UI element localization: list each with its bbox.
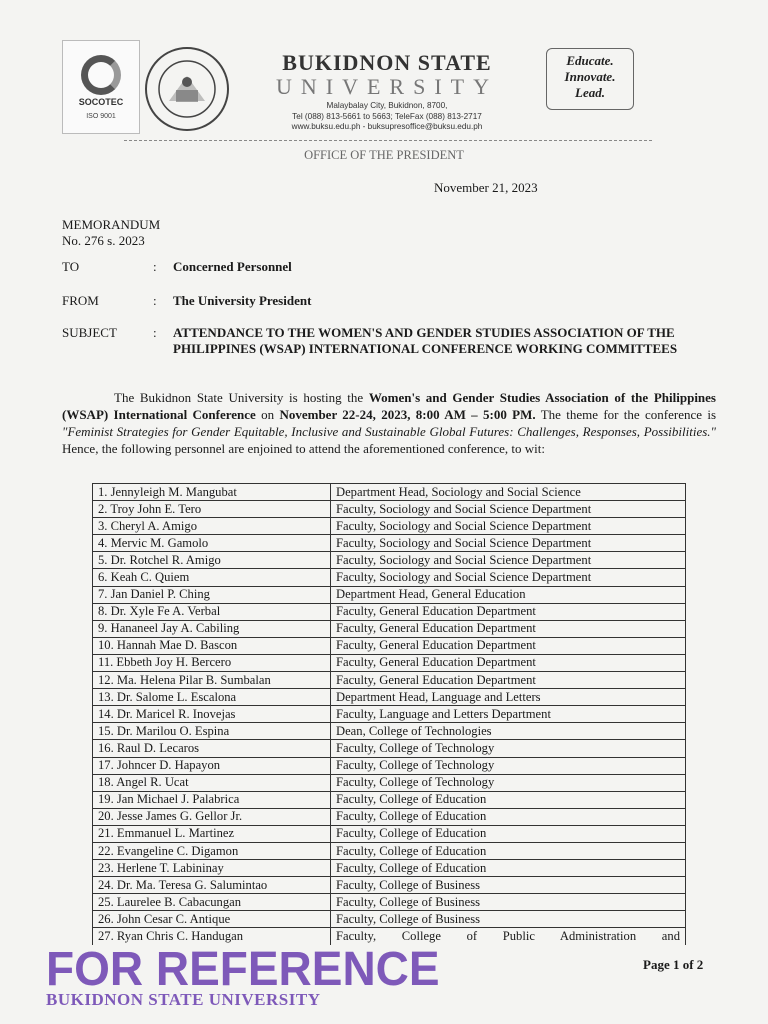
personnel-position: Faculty, College of Education — [331, 808, 686, 825]
personnel-name: 19. Jan Michael J. Palabrica — [93, 791, 331, 808]
personnel-position: Faculty, Sociology and Social Science Department — [331, 569, 686, 586]
subject-colon: : — [153, 325, 157, 340]
web-email: www.buksu.edu.ph - buksupresoffice@buksu.edu.ph — [291, 122, 483, 131]
motto-line: Lead. — [575, 85, 605, 100]
table-row — [93, 535, 686, 552]
table-row — [93, 586, 686, 603]
table-row — [93, 894, 686, 911]
personnel-position: Faculty, General Education Department — [331, 637, 686, 654]
body-paragraph — [62, 389, 716, 457]
university-name — [262, 50, 512, 98]
personnel-position: Faculty, College of Technology — [331, 757, 686, 774]
memo-heading — [62, 217, 160, 249]
personnel-name: 3. Cheryl A. Amigo — [93, 518, 331, 535]
personnel-position: Faculty, College of Education — [331, 791, 686, 808]
from-label: FROM — [62, 293, 99, 308]
university-name-line1: BUKIDNON STATE — [282, 50, 492, 75]
socotec-brand: SOCOTEC — [78, 97, 124, 107]
personnel-name: 23. Herlene T. Labininay — [93, 860, 331, 877]
personnel-position: Faculty, General Education Department — [331, 654, 686, 671]
personnel-position: Department Head, Sociology and Social Science — [331, 484, 686, 501]
personnel-name: 26. John Cesar C. Antique — [93, 911, 331, 928]
personnel-name: 15. Dr. Marilou O. Espina — [93, 723, 331, 740]
personnel-position: Faculty, Sociology and Social Science Department — [331, 501, 686, 518]
body-text: The Bukidnon State University is hosting the — [114, 390, 369, 405]
personnel-position: Faculty, Sociology and Social Science Department — [331, 552, 686, 569]
personnel-name: 8. Dr. Xyle Fe A. Verbal — [93, 603, 331, 620]
personnel-name: 2. Troy John E. Tero — [93, 501, 331, 518]
table-row — [93, 723, 686, 740]
university-contact — [256, 101, 518, 133]
personnel-name: 25. Laurelee B. Cabacungan — [93, 894, 331, 911]
body-theme: "Feminist Strategies for Gender Equitable, Inclusive and Sustainable Global Futures: Challenges, Responses, Possibilities." — [62, 424, 716, 439]
memo-number: No. 276 s. 2023 — [62, 233, 145, 248]
address: Malaybalay City, Bukidnon, 8700, — [326, 101, 448, 110]
personnel-name: 13. Dr. Salome L. Escalona — [93, 689, 331, 706]
university-seal-icon — [144, 46, 230, 132]
table-row — [93, 484, 686, 501]
subject-label: SUBJECT — [62, 325, 117, 340]
table-row — [93, 620, 686, 637]
from-value: The University President — [173, 293, 312, 308]
phone: Tel (088) 813-5661 to 5663; TeleFax (088) 813-2717 — [292, 111, 482, 121]
socotec-certification-logo — [62, 40, 140, 134]
personnel-position: Faculty, College of Education — [331, 860, 686, 877]
personnel-name: 27. Ryan Chris C. Handugan — [93, 928, 331, 945]
header-divider — [124, 140, 652, 141]
subject-value: ATTENDANCE TO THE WOMEN'S AND GENDER STUDIES ASSOCIATION OF THE PHILIPPINES (WSAP) INTERNATIONAL CONFERENCE WORKING COMMITTEES — [173, 325, 678, 356]
personnel-position: Faculty, General Education Department — [331, 603, 686, 620]
personnel-position: Faculty, College of Technology — [331, 740, 686, 757]
personnel-name: 4. Mervic M. Gamolo — [93, 535, 331, 552]
table-row — [93, 603, 686, 620]
personnel-name: 10. Hannah Mae D. Bascon — [93, 637, 331, 654]
table-row — [93, 791, 686, 808]
table-row — [93, 518, 686, 535]
table-row — [93, 808, 686, 825]
personnel-position: Faculty, Sociology and Social Science Department — [331, 518, 686, 535]
body-text: The theme for the conference is — [535, 407, 716, 422]
table-row — [93, 654, 686, 671]
body-conference-name: Women's and Gender Studies Association of the Philippines (WSAP) International Conference — [62, 390, 716, 422]
personnel-position: Faculty, College of Technology — [331, 774, 686, 791]
table-row — [93, 706, 686, 723]
personnel-position: Faculty, Sociology and Social Science Department — [331, 535, 686, 552]
body-conference-date: November 22-24, 2023, 8:00 AM – 5:00 PM. — [279, 407, 536, 422]
table-row — [93, 877, 686, 894]
table-row — [93, 757, 686, 774]
table-row — [93, 911, 686, 928]
body-text: on — [255, 407, 280, 422]
for-reference-stamp — [46, 940, 440, 1010]
table-row — [93, 672, 686, 689]
table-row — [93, 689, 686, 706]
motto-box — [546, 48, 634, 110]
personnel-table-body — [93, 484, 686, 946]
table-row — [93, 860, 686, 877]
personnel-position: Faculty, College of Public Administration and — [331, 928, 686, 945]
table-row — [93, 637, 686, 654]
personnel-position: Faculty, College of Business — [331, 894, 686, 911]
table-row — [93, 740, 686, 757]
personnel-position: Faculty, College of Business — [331, 877, 686, 894]
personnel-name: 20. Jesse James G. Gellor Jr. — [93, 808, 331, 825]
personnel-name: 7. Jan Daniel P. Ching — [93, 586, 331, 603]
table-row — [93, 774, 686, 791]
university-name-line2: UNIVERSITY — [276, 74, 498, 99]
body-text: Hence, the following personnel are enjoined to attend the aforementioned conference, to wit: — [62, 441, 545, 456]
personnel-position: Department Head, General Education — [331, 586, 686, 603]
personnel-position: Faculty, General Education Department — [331, 620, 686, 637]
personnel-name: 5. Dr. Rotchel R. Amigo — [93, 552, 331, 569]
table-row — [93, 501, 686, 518]
personnel-name: 11. Ebbeth Joy H. Bercero — [93, 654, 331, 671]
personnel-name: 9. Hananeel Jay A. Cabiling — [93, 620, 331, 637]
table-row — [93, 825, 686, 842]
motto-line: Educate. — [566, 53, 614, 68]
personnel-position: Dean, College of Technologies — [331, 723, 686, 740]
personnel-name: 16. Raul D. Lecaros — [93, 740, 331, 757]
iso-label: ISO 9001 — [86, 113, 116, 120]
personnel-name: 6. Keah C. Quiem — [93, 569, 331, 586]
personnel-name: 14. Dr. Maricel R. Inovejas — [93, 706, 331, 723]
to-value: Concerned Personnel — [173, 259, 292, 274]
personnel-name: 12. Ma. Helena Pilar B. Sumbalan — [93, 672, 331, 689]
socotec-ring-icon — [81, 55, 121, 95]
personnel-name: 17. Johncer D. Hapayon — [93, 757, 331, 774]
personnel-name: 22. Evangeline C. Digamon — [93, 842, 331, 859]
motto-line: Innovate. — [564, 69, 616, 84]
from-colon: : — [153, 293, 157, 308]
memo-date: November 21, 2023 — [434, 180, 538, 195]
personnel-position: Faculty, Language and Letters Department — [331, 706, 686, 723]
personnel-name: 1. Jennyleigh M. Mangubat — [93, 484, 331, 501]
stamp-sub-text: BUKIDNON STATE UNIVERSITY — [46, 990, 321, 1009]
table-row — [93, 552, 686, 569]
page-number: Page 1 of 2 — [643, 957, 704, 972]
personnel-position: Department Head, Language and Letters — [331, 689, 686, 706]
memo-type: MEMORANDUM — [62, 217, 161, 232]
stamp-main-text: FOR REFERENCE — [46, 940, 440, 996]
personnel-table — [92, 483, 686, 945]
to-label: TO — [62, 259, 80, 274]
personnel-position: Faculty, College of Education — [331, 842, 686, 859]
to-colon: : — [153, 259, 157, 274]
personnel-name: 24. Dr. Ma. Teresa G. Salumintao — [93, 877, 331, 894]
table-row — [93, 842, 686, 859]
personnel-position: Faculty, College of Business — [331, 911, 686, 928]
table-row — [93, 569, 686, 586]
personnel-name: 18. Angel R. Ucat — [93, 774, 331, 791]
personnel-name: 21. Emmanuel L. Martinez — [93, 825, 331, 842]
office-title: OFFICE OF THE PRESIDENT — [304, 148, 464, 162]
personnel-position: Faculty, General Education Department — [331, 672, 686, 689]
personnel-position: Faculty, College of Education — [331, 825, 686, 842]
